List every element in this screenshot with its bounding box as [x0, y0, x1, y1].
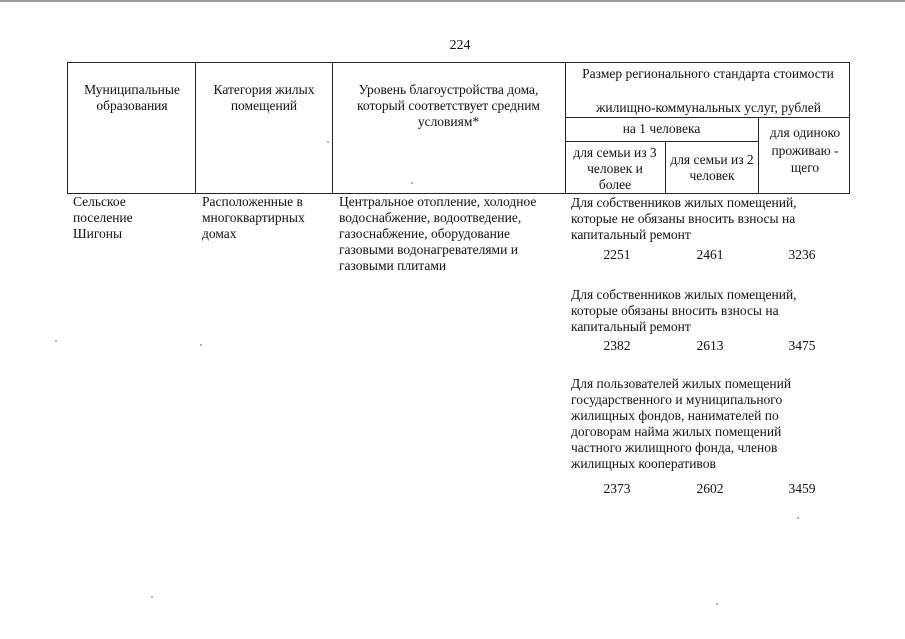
header-municipal: Муниципальные образования	[84, 82, 180, 113]
group-label: Для собственников жилых помещений, которые обязаны вносить взносы на капитальный ремонт	[571, 287, 797, 334]
col-divider	[195, 63, 196, 193]
scan-speck	[55, 340, 57, 342]
group-label: Для пользователей жилых помещений государственного и муниципального жилищных фондов, нанимателей по договорам найма жилых помещений частного жилищного фонда, членов жилищных кооперативов	[571, 376, 792, 471]
header-single-1: для одиноко	[769, 125, 841, 140]
scan-speck	[200, 344, 202, 346]
col-divider	[332, 63, 333, 193]
page-number: 224	[449, 38, 471, 53]
row-divider	[565, 141, 758, 142]
value-single: 3459	[788, 481, 816, 496]
header-family3: для семьи из 3 человек и более	[573, 145, 657, 192]
col-divider	[758, 117, 759, 193]
scan-top-edge	[0, 0, 905, 2]
value-single: 3236	[788, 247, 816, 262]
value-family3: 2373	[603, 481, 631, 496]
value-family3: 2251	[603, 247, 631, 262]
header-size-line2: жилищно-коммунальных услуг, рублей	[596, 100, 821, 115]
scan-speck	[327, 141, 329, 143]
scan-speck	[797, 517, 799, 519]
value-family2: 2461	[696, 247, 724, 262]
header-single-3: щего	[790, 160, 820, 175]
value-family3: 2382	[603, 338, 631, 353]
header-category: Категория жилых помещений	[213, 82, 315, 113]
header-family2: для семьи из 2 человек	[670, 152, 754, 183]
header-single-2: проживаю -	[771, 143, 839, 158]
value-single: 3475	[788, 338, 816, 353]
header-level: Уровень благоустройства дома, который соответствует средним условиям*	[357, 82, 540, 129]
header-per-person: на 1 человека	[622, 121, 701, 136]
row-divider	[565, 117, 850, 118]
cell-municipality: Сельское поселение Шигоны	[73, 194, 133, 241]
cell-category: Расположенные в многоквартирных домах	[202, 194, 305, 241]
header-size-line1: Размер регионального стандарта стоимости	[582, 66, 834, 81]
group-label: Для собственников жилых помещений, которые не обязаны вносить взносы на капитальный ремонт	[571, 195, 797, 242]
scan-speck	[151, 596, 153, 598]
value-family2: 2602	[696, 481, 724, 496]
value-family2: 2613	[696, 338, 724, 353]
table-header	[67, 62, 850, 194]
scan-speck	[716, 603, 718, 605]
scan-speck	[411, 182, 413, 184]
col-divider	[665, 141, 666, 193]
cell-level: Центральное отопление, холодное водоснабжение, водоотведение, газоснабжение, оборудование газовыми водонагревателями и газовыми плитами	[339, 194, 537, 273]
